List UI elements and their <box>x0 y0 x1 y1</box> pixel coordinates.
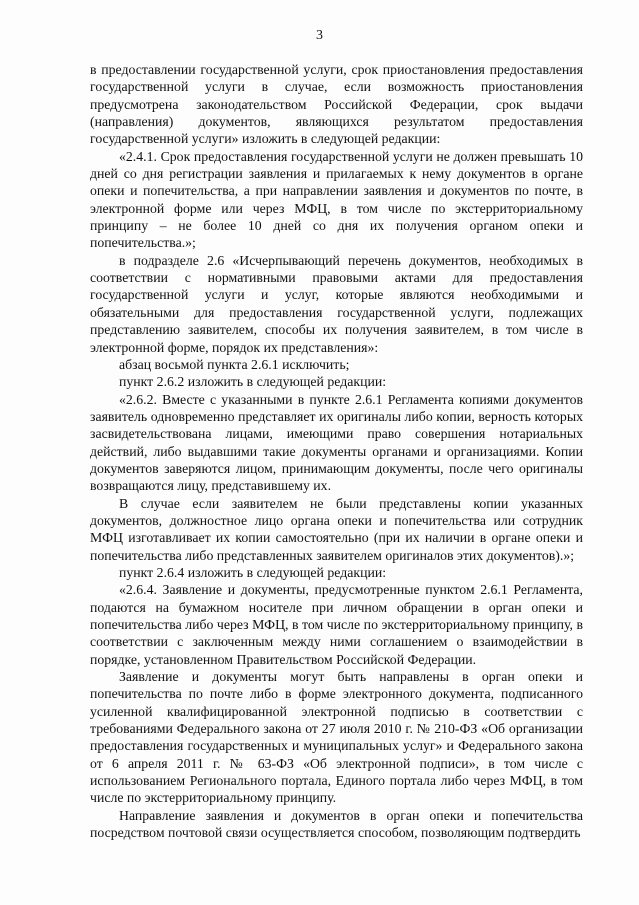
paragraph: «2.6.2. Вместе с указанными в пункте 2.6.1 Регламента копиями документов заявитель одновременно представляет их оригиналы либо копии, верность которых засвидетельствована лицами, имеющими право совершения нотариальных действий, либо выдавшими такие документы органами и организациями. Копии документов заверяются лицом, принимающим документы, после чего оригиналы возвращаются лицу, представившему их. <box>90 391 583 494</box>
paragraph: пункт 2.6.2 изложить в следующей редакции: <box>119 374 387 390</box>
paragraph: абзац восьмой пункта 2.6.1 исключить; <box>119 356 350 372</box>
page-number: 3 <box>316 28 323 43</box>
paragraph: «2.4.1. Срок предоставления государственной услуги не должен превышать 10 дней со дня регистрации заявления и прилагаемых к нему документов в органе опеки и попечительства, а при направлении заявления и документов по почте, в электронной форме или через МФЦ, в том числе по экстерриториальному принципу – не более 10 дней со дня их получения органом опеки и попечительства.»; <box>90 148 583 251</box>
paragraph: Направление заявления и документов в орган опеки и попечительства посредством почтовой связи осуществляется способом, позволяющим подтвердить <box>90 807 583 841</box>
paragraph: В случае если заявителем не были представлены копии указанных документов, должностное лицо органа опеки и попечительства или сотрудник МФЦ изготавливает их копии самостоятельно (при их наличии в органе опеки и попечительства либо представленных заявителем оригиналов этих документов).»; <box>90 495 583 563</box>
paragraph: «2.6.4. Заявление и документы, предусмотренные пунктом 2.6.1 Регламента, подаются на бумажном носителе при личном обращении в орган опеки и попечительства либо через МФЦ, в том числе по экстерриториальному принципу, в соответствии с заключенным между ними соглашением о взаимодействии в порядке, установленном Правительством Российской Федерации. <box>90 582 583 667</box>
document-body <box>90 61 583 841</box>
paragraph: Заявление и документы могут быть направлены в орган опеки и попечительства по почте либо в форме электронного документа, подписанного усиленной квалифицированной электронной подписью в соответствии с требованиями Федерального закона от 27 июля 2010 г. № 210-ФЗ «Об организации предоставления государственных и муниципальных услуг» и Федерального закона от 6 апреля 2011 г. № 63-ФЗ «Об электронной подписи», в том числе с использованием Регионального портала, Единого портала либо через МФЦ, в том числе по экстерриториальному принципу. <box>90 669 583 806</box>
paragraph: в подразделе 2.6 «Исчерпывающий перечень документов, необходимых в соответствии с нормативными правовыми актами для предоставления государственной услуги и услуг, которые являются необходимыми и обязательными для предоставления государственной услуги, подлежащих представлению заявителем, способы их получения заявителем, в том числе в электронной форме, порядок их представления»: <box>90 252 583 355</box>
paragraph: в предоставлении государственной услуги, срок приостановления предоставления государственной услуги в случае, если возможность приостановления предусмотрена законодательством Российской Федерации, срок выдачи (направления) документов, являющихся результатом предоставления государственной услуги» изложить в следующей редакции: <box>90 62 583 147</box>
paragraph: пункт 2.6.4 изложить в следующей редакции: <box>119 564 387 580</box>
